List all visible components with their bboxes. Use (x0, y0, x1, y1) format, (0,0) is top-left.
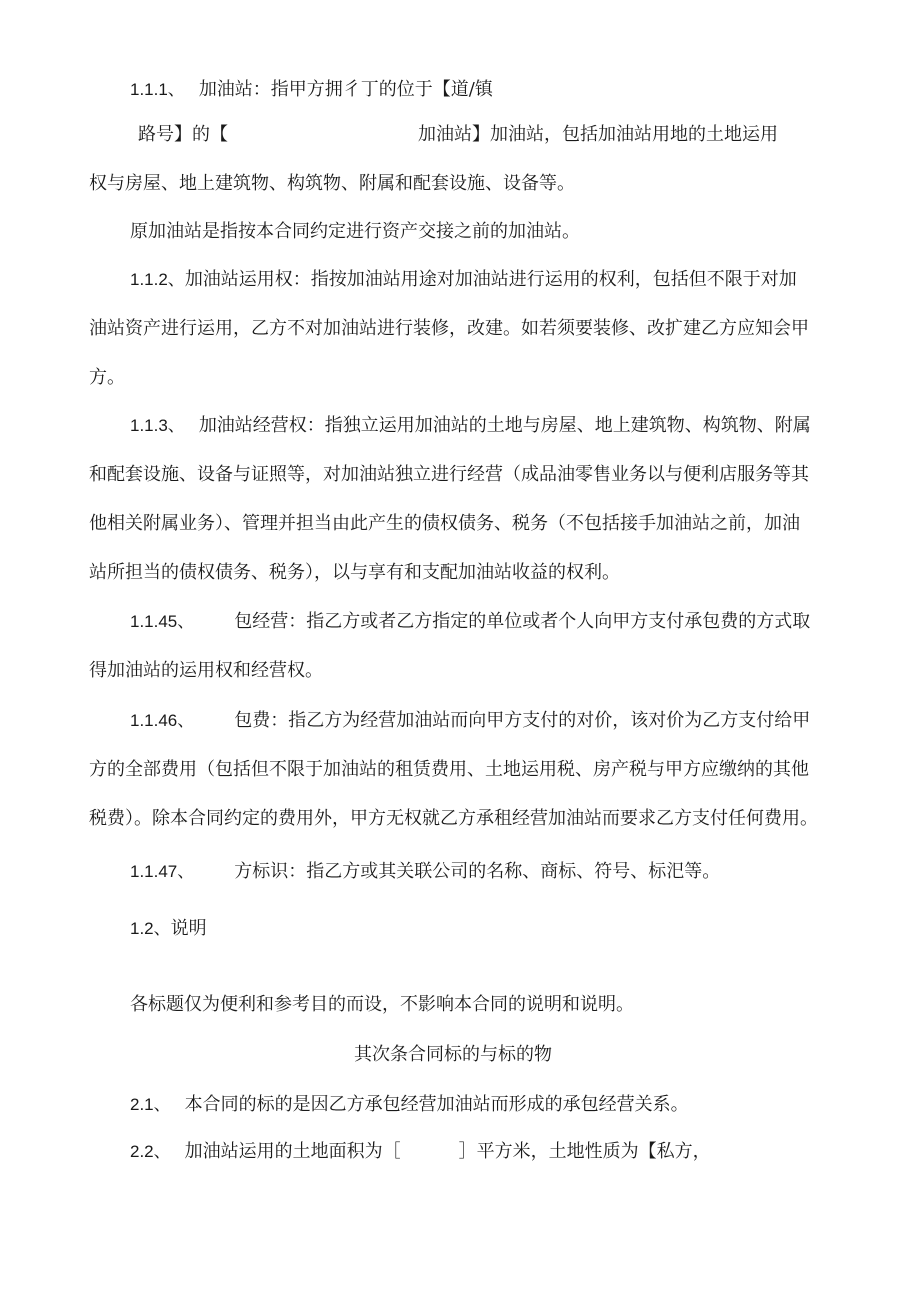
clause-number: 1.1.1、 (130, 80, 185, 99)
section-heading (354, 1043, 552, 1067)
clause-text: 加油站】加油站，包括加油站用地的土地运用 (418, 124, 778, 145)
clause-text: 得加油站的运用权和经营权。 (89, 660, 323, 681)
clause-text: 包费：指乙方为经营加油站而向甲方支付的对价，该对价为乙方支付给甲 (234, 710, 811, 731)
clause-number: 1.1.47、 (130, 862, 195, 881)
clause-1-1-46-line-2 (89, 758, 809, 782)
clause-1-1-3-line-2 (89, 463, 809, 487)
clause-2-2 (130, 1140, 711, 1164)
clause-text: 方的全部费用（包括但不限于加油站的租赁费用、土地运用税、房产税与甲方应缴纳的其他 (89, 759, 809, 780)
clause-number: 1.1.45、 (130, 612, 195, 631)
clause-text: 权与房屋、地上建筑物、构筑物、附属和配套设施、设备等。 (89, 173, 575, 194)
clause-1-1-3-line-4 (89, 561, 620, 585)
clause-text: 他相关附属业务）、管理并担当由此产生的债权债务、税务（不包括接手加油站之前，加油 (89, 513, 800, 534)
clause-1-1-2-line-2 (89, 317, 809, 341)
clause-text: 加油站运用权：指按加油站用途对加油站进行运用的权利，包括但不限于对加 (184, 269, 797, 290)
clause-text: ］平方米，土地性质为【私方， (458, 1141, 711, 1162)
clause-text: 税费）。除本合同约定的费用外，甲方无权就乙方承租经营加油站而要求乙方支付任何费用。 (89, 808, 818, 829)
clause-1-1-1-line-2 (138, 123, 778, 147)
clause-text: 说明 (170, 918, 207, 939)
clause-number: 1.1.3、 (130, 416, 185, 435)
clause-1-1-47 (130, 860, 720, 884)
paragraph-original-station (130, 220, 580, 244)
clause-2-1 (130, 1093, 689, 1117)
clause-text: 加油站：指甲方拥彳丁的位于【道/镇 (198, 79, 493, 100)
clause-1-1-3-line-3 (89, 512, 800, 536)
clause-text: 站所担当的债权债务、税务），以与享有和支配加油站收益的权利。 (89, 562, 620, 583)
clause-text: 加油站经营权：指独立运用加油站的土地与房屋、地上建筑物、构筑物、附属 (198, 415, 811, 436)
clause-text: 路号】的【 (138, 124, 228, 145)
heading-text: 其次条合同标的与标的物 (354, 1044, 552, 1065)
clause-text: 方标识：指乙方或其关联公司的名称、商标、符号、标汜等。 (234, 861, 721, 882)
clause-text: 和配套设施、设备与证照等，对加油站独立进行经营（成品油零售业务以与便利店服务等其 (89, 464, 809, 485)
clause-1-1-2-line-1 (130, 268, 797, 292)
paragraph-text: 原加油站是指按本合同约定进行资产交接之前的加油站。 (130, 221, 580, 242)
clause-number: 1.2、 (130, 919, 171, 938)
clause-1-1-46-line-3 (89, 807, 818, 831)
clause-1-2 (130, 917, 207, 941)
clause-1-1-3-line-1 (130, 414, 811, 438)
clause-text: 方。 (89, 367, 125, 388)
clause-1-1-2-line-3 (89, 366, 125, 390)
clause-1-1-46-line-1 (130, 709, 810, 733)
clause-number: 1.1.2、 (130, 270, 185, 289)
clause-1-1-1-line-3 (89, 172, 575, 196)
clause-text: 加油站运用的土地面积为［ (184, 1141, 401, 1162)
clause-text: 油站资产进行运用，乙方不对加油站进行装修，改建。如若须要装修、改扩建乙方应知会甲 (89, 318, 809, 339)
clause-1-1-45-line-2 (89, 659, 323, 683)
clause-1-1-1-line-1 (130, 78, 493, 102)
clause-number: 1.1.46、 (130, 711, 195, 730)
clause-text: 本合同的标的是因乙方承包经营加油站而形成的承包经营关系。 (184, 1094, 689, 1115)
clause-1-1-45-line-1 (130, 610, 810, 634)
paragraph-headings-note (130, 993, 634, 1017)
clause-number: 2.2、 (130, 1142, 171, 1161)
paragraph-text: 各标题仅为便利和参考目的而设，不影响本合同的说明和说明。 (130, 994, 634, 1015)
clause-number: 2.1、 (130, 1095, 171, 1114)
clause-text: 包经营：指乙方或者乙方指定的单位或者个人向甲方支付承包费的方式取 (234, 611, 811, 632)
